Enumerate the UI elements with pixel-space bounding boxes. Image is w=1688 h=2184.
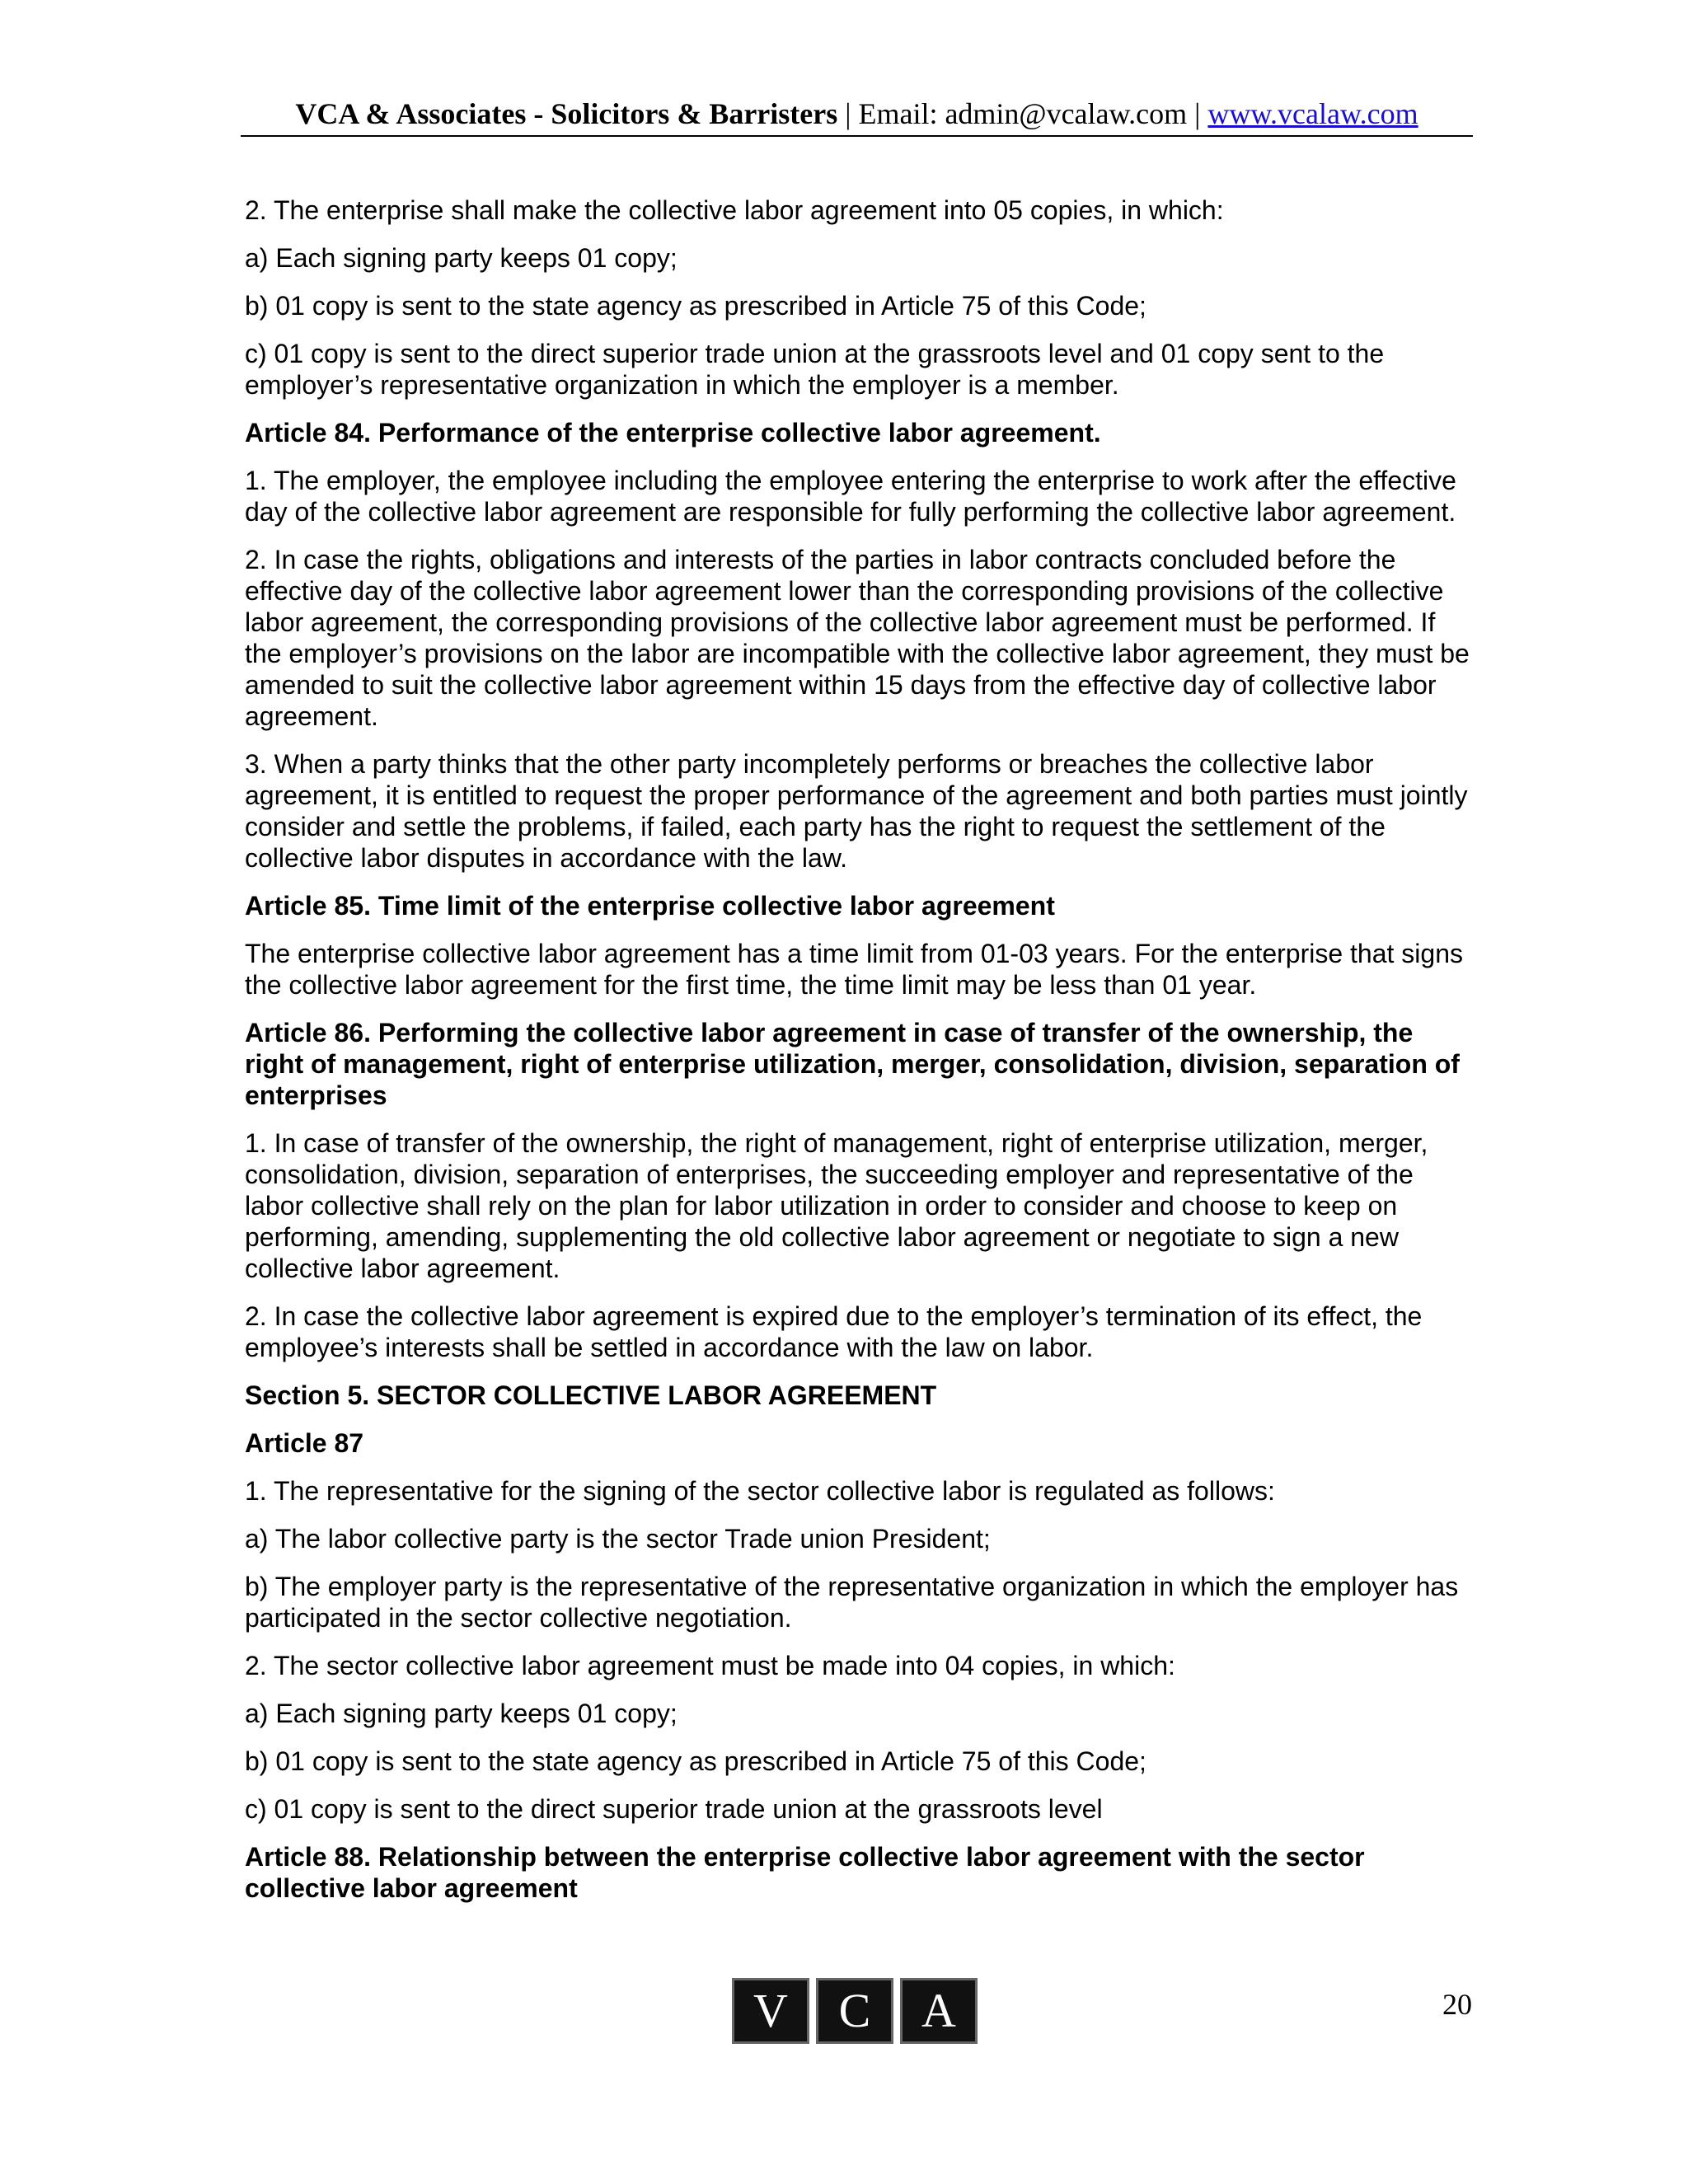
paragraph: 1. In case of transfer of the ownership, the right of management, right of enterprise utilization, merger, consolidation, division, separation of enterprises, the succeeding employer and representative of the labor collective shall rely on the plan for labor utilization in order to consider and choose to keep on performing, amending, supplementing the old collective labor agreement or negotiate to sign a new collective labor agreement.	[245, 1128, 1428, 1283]
page-number: 20	[1442, 1988, 1472, 2021]
paragraph: a) Each signing party keeps 01 copy;	[245, 1699, 678, 1728]
paragraph: 1. The employer, the employee including the employee entering the enterprise to work after the effective day of the collective labor agreement are responsible for fully performing the collective labor agreement.	[245, 466, 1456, 527]
paragraph: c) 01 copy is sent to the direct superior trade union at the grassroots level and 01 copy sent to the employer’s representative organization in which the employer is a member.	[245, 339, 1385, 400]
website-link[interactable]: www.vcalaw.com	[1207, 97, 1418, 130]
logo-letter-v: V	[732, 1978, 809, 2044]
paragraph: The enterprise collective labor agreement has a time limit from 01-03 years. For the enterprise that signs the collective labor agreement for the first time, the time limit may be less than 01 year.	[245, 939, 1463, 1000]
article-heading: Article 86. Performing the collective labor agreement in case of transfer of the ownership, the right of management, right of enterprise utilization, merger, consolidation, division, separation of enterprises	[245, 1018, 1460, 1110]
firm-name: VCA & Associates - Solicitors & Barristers	[295, 97, 838, 130]
article-heading: Article 88. Relationship between the enterprise collective labor agreement with the sector collective labor agreement	[245, 1842, 1365, 1903]
paragraph: 3. When a party thinks that the other party incompletely performs or breaches the collective labor agreement, it is entitled to request the proper performance of the agreement and both parties must jointly consider and settle the problems, if failed, each party has the right to request the settlement of the collective labor disputes in accordance with the law.	[245, 749, 1468, 873]
paragraph: b) The employer party is the representative of the representative organization in which the employer has participated in the sector collective negotiation.	[245, 1572, 1459, 1633]
document-body	[245, 194, 1475, 1920]
paragraph: a) The labor collective party is the sector Trade union President;	[245, 1524, 991, 1554]
paragraph: 2. The sector collective labor agreement must be made into 04 copies, in which:	[245, 1651, 1175, 1680]
paragraph: b) 01 copy is sent to the state agency as prescribed in Article 75 of this Code;	[245, 291, 1146, 321]
article-heading: Article 85. Time limit of the enterprise collective labor agreement	[245, 891, 1055, 921]
paragraph: c) 01 copy is sent to the direct superior trade union at the grassroots level	[245, 1794, 1103, 1824]
paragraph: 1. The representative for the signing of the sector collective labor is regulated as follows:	[245, 1476, 1275, 1506]
paragraph: 2. The enterprise shall make the collective labor agreement into 05 copies, in which:	[245, 195, 1224, 225]
header-email: Email: admin@vcalaw.com	[858, 97, 1188, 130]
header-separator: |	[837, 97, 859, 130]
logo-letter-c: C	[816, 1978, 893, 2044]
paragraph: 2. In case the rights, obligations and interests of the parties in labor contracts concluded before the effective day of the collective labor agreement lower than the corresponding provisions of the collective labor agreement, the corresponding provisions of the collective labor agreement must be performed. If the employer’s provisions on the labor are incompatible with the collective labor agreement, they must be amended to suit the collective labor agreement within 15 days from the effective day of collective labor agreement.	[245, 545, 1470, 731]
paragraph: a) Each signing party keeps 01 copy;	[245, 243, 678, 273]
header-separator: |	[1187, 97, 1208, 130]
page-header	[241, 92, 1473, 137]
article-heading: Article 84. Performance of the enterprise collective labor agreement.	[245, 418, 1101, 448]
article-heading: Section 5. SECTOR COLLECTIVE LABOR AGREEMENT	[245, 1380, 937, 1410]
logo-letter-a: A	[900, 1978, 978, 2044]
paragraph: 2. In case the collective labor agreement is expired due to the employer’s termination of its effect, the employee’s interests shall be settled in accordance with the law on labor.	[245, 1301, 1423, 1362]
paragraph: b) 01 copy is sent to the state agency as prescribed in Article 75 of this Code;	[245, 1746, 1146, 1776]
article-heading: Article 87	[245, 1428, 364, 1458]
vca-logo	[732, 1978, 978, 2044]
